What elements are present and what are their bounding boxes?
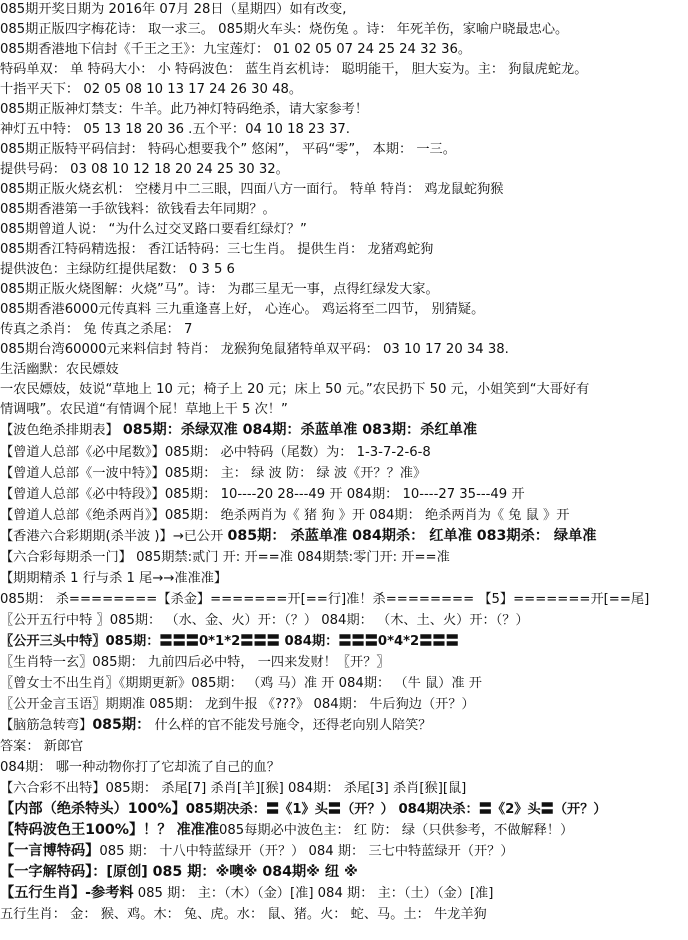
line-35 (0, 695, 688, 714)
text-bold: 【内部（绝杀特头）100%】 (0, 801, 186, 817)
text: 【六合彩不出特】085期： 杀尾[7] 杀肖[羊][猴] 084期： 杀尾[3] 杀肖[猴][鼠] (0, 781, 467, 796)
text-bold: 084期杀： 红单准 083期杀： 绿单准 (347, 528, 597, 544)
text: 085期正版特平码信封： 特码心想要我个” 悠闲”， 平码“零”， 本期： 一三。 (0, 142, 456, 157)
text: 【波色绝杀排期表】 (0, 423, 123, 438)
line-42 (0, 842, 688, 861)
text: 神灯五中特： 05 13 18 20 36 .五个平：04 10 18 23 37. (0, 122, 350, 137)
line-3 (0, 40, 688, 59)
line-37 (0, 737, 688, 756)
line-26 (0, 506, 688, 525)
text: 〖公开金言玉语〗期期准 085期： 龙到牛报 《???》 084期： 牛后狗边（开？） (0, 697, 475, 712)
text: 生活幽默：农民嫖妓 (0, 362, 119, 377)
text: 085期台湾60000元来料信封 特肖： 龙猴狗兔鼠猪特单双平码： 03 10 17 20 34 38. (0, 342, 509, 357)
text: 084期： 哪一种动物你打了它却流了自己的血？ (0, 760, 280, 775)
text-bold: 084期※ 纽 ※ (257, 864, 358, 880)
line-8 (0, 140, 688, 159)
line-2 (0, 20, 688, 39)
line-25 (0, 485, 688, 504)
text: 〖公开五行中特 〗085期： （水、金、火）开：（？） 084期： （木、土、火）开：（？） (0, 613, 529, 628)
line-31 (0, 611, 688, 630)
text: 【曾道人总部《一波中特》】085期： 主： 绿 波 防： 绿 波《开？？准》 (0, 466, 427, 481)
line-1 (0, 0, 688, 19)
line-4 (0, 60, 688, 79)
line-24 (0, 464, 688, 483)
text: 085期： 杀========【杀金】=======开[==行]准！杀======== 【5】=======开[==尾] (0, 592, 650, 607)
line-41 (0, 821, 688, 840)
line-7 (0, 120, 688, 139)
text: 085期曾道人说： “为什么过交叉路口要看红绿灯？” (0, 222, 307, 237)
line-22 (0, 421, 688, 440)
line-36 (0, 716, 688, 735)
line-28 (0, 548, 688, 567)
text: 传真之杀肖： 兔 传真之杀尾： 7 (0, 322, 193, 337)
text: 085期正版火烧玄机： 空楼月中二三眼，四面八方一面行。 特单 特肖： 鸡龙鼠蛇狗猴 (0, 182, 504, 197)
text-bold: 【一言博特码】 (0, 843, 100, 859)
text: 十指平天下： 02 05 08 10 13 17 24 26 30 48。 (0, 82, 303, 97)
line-21 (0, 400, 688, 419)
text: 085期开奖日期为 2016年 07月 28日（星期四）如有改变, (0, 2, 347, 17)
text: 【脑筋急转弯】 (0, 718, 93, 733)
line-29 (0, 569, 688, 588)
text: 一农民嫖妓，妓说“草地上 10 元；椅子上 20 元；床上 50 元。”农民扔下 50 元，小姐笑到“大哥好有 (0, 382, 590, 397)
text-bold: 【五行生肖】-参考料 (0, 885, 134, 901)
text: 【曾道人总部《必中特段》】085期： 10----20 28---49 开 084期： 10----27 35---49 开 (0, 487, 525, 502)
text: 什么样的官不能发号施令，还得老向别人陪笑？ (150, 718, 432, 733)
text: 提供波色：主绿防红提供尾数： 0 3 5 6 (0, 262, 235, 277)
text: 085 期： 十八中特蓝绿开（开？） 084 期： 三七中特蓝绿开（开？） (99, 844, 514, 859)
line-33 (0, 653, 688, 672)
text: 085期正版四字梅花诗： 取一求三。 085期火车头：烧伤兔 。诗： 年死羊伤，家喻户晓最忠心。 (0, 22, 569, 37)
text-bold: 【一字解特码】：[原创] 085 期：※噢※ (0, 864, 258, 880)
line-5 (0, 80, 688, 99)
line-9 (0, 160, 688, 179)
line-39 (0, 779, 688, 798)
text: 〖生肖特一玄〗085期： 九前四后必中特， 一四来发财！〖开？〗 (0, 655, 390, 670)
text: 答案： 新郎官 (0, 739, 84, 754)
line-27 (0, 527, 688, 546)
text: 情调哦”。农民道“有情调个屁！草地上干 5 次！” (0, 402, 288, 417)
line-32 (0, 632, 688, 651)
text: 〖公开三头中特〗085期：〓〓〓0*1*2〓〓〓 084期：〓〓〓0*4*2〓〓〓 (0, 634, 459, 649)
text: 【香港六合彩期期(杀半波 )】→已公开 (0, 529, 228, 544)
line-20 (0, 380, 688, 399)
line-13 (0, 240, 688, 259)
text: 085期香港地下信封《千王之王》：九宝莲灯： 01 02 05 07 24 25 24 32 36。 (0, 42, 472, 57)
text-bold: 【特码波色王100%】！？ 准准准 (0, 822, 220, 838)
text: 085期香港第一手欲钱料：欲钱看去年同期？。 (0, 202, 276, 217)
text-bold: 085期： (92, 717, 151, 733)
line-14 (0, 260, 688, 279)
line-17 (0, 320, 688, 339)
line-11 (0, 200, 688, 219)
text: 【期期精杀 1 行与杀 1 尾→→准准准】 (0, 571, 228, 586)
line-15 (0, 280, 688, 299)
line-23 (0, 443, 688, 462)
text: 085期正版火烧图解：火烧”马”。诗： 为郡三星无一事，点得红绿发大家。 (0, 282, 439, 297)
text: 085期香江特码精选报： 香江话特码：三七生肖。 提供生肖： 龙猪鸡蛇狗 (0, 242, 434, 257)
line-12 (0, 220, 688, 239)
line-18 (0, 340, 688, 359)
text: 特码单双： 单 特码大小： 小 特码波色： 蓝生肖玄机诗： 聪明能干， 胆大妄为。主： 狗鼠虎蛇龙。 (0, 62, 588, 77)
text-bold: 085期：杀绿双准 (122, 422, 238, 438)
text: 085期决杀：〓《1》头〓（开？） 084期决杀：〓《2》头〓（开？） (185, 802, 607, 817)
line-34 (0, 674, 688, 693)
text: 五行生肖： 金： 猴、鸡。木： 兔、虎。水： 鼠、猪。火： 蛇、马。土： 牛龙羊狗 (0, 907, 487, 922)
text: 085期香港6000元传真料 三九重逢喜上好， 心连心。 鸡运将至二四节， 别猜疑。 (0, 302, 485, 317)
line-44 (0, 884, 688, 903)
line-30 (0, 590, 688, 609)
text: 提供号码： 03 08 10 12 18 20 24 25 30 32。 (0, 162, 289, 177)
line-19 (0, 360, 688, 379)
line-43 (0, 863, 688, 882)
text: 085期正版神灯禁支：牛羊。此乃神灯特码绝杀，请大家参考！ (0, 102, 369, 117)
text: 【曾道人总部《绝杀两肖》】085期： 绝杀两肖为《 猪 狗 》开 084期： 绝杀两肖为《 兔 鼠 》开 (0, 508, 570, 523)
text: 【曾道人总部《必中尾数》】085期： 必中特码（尾数）为： 1-3-7-2-6-8 (0, 445, 431, 460)
text: 085 期： 主：（木）（金）[准] 084 期： 主：（土）（金）[准] (133, 886, 494, 901)
line-40 (0, 800, 688, 819)
text-bold: 085期： 杀蓝单准 (227, 528, 348, 544)
text: 085每期必中波色主： 红 防： 绿（只供参考，不做解释！） (219, 823, 574, 838)
line-10 (0, 180, 688, 199)
line-38 (0, 758, 688, 777)
text: 【六合彩每期杀一门】 085期禁:贰门 开: 开==准 084期禁:零门开: 开==准 (0, 550, 450, 565)
line-6 (0, 100, 688, 119)
line-45 (0, 905, 688, 924)
text-bold: 084期：杀蓝单准 083期：杀红单准 (237, 422, 478, 438)
line-16 (0, 300, 688, 319)
text: 〖曾女士不出生肖〗《期期更新》085期： （鸡 马）准 开 084期： （牛 鼠）准 开 (0, 676, 482, 691)
